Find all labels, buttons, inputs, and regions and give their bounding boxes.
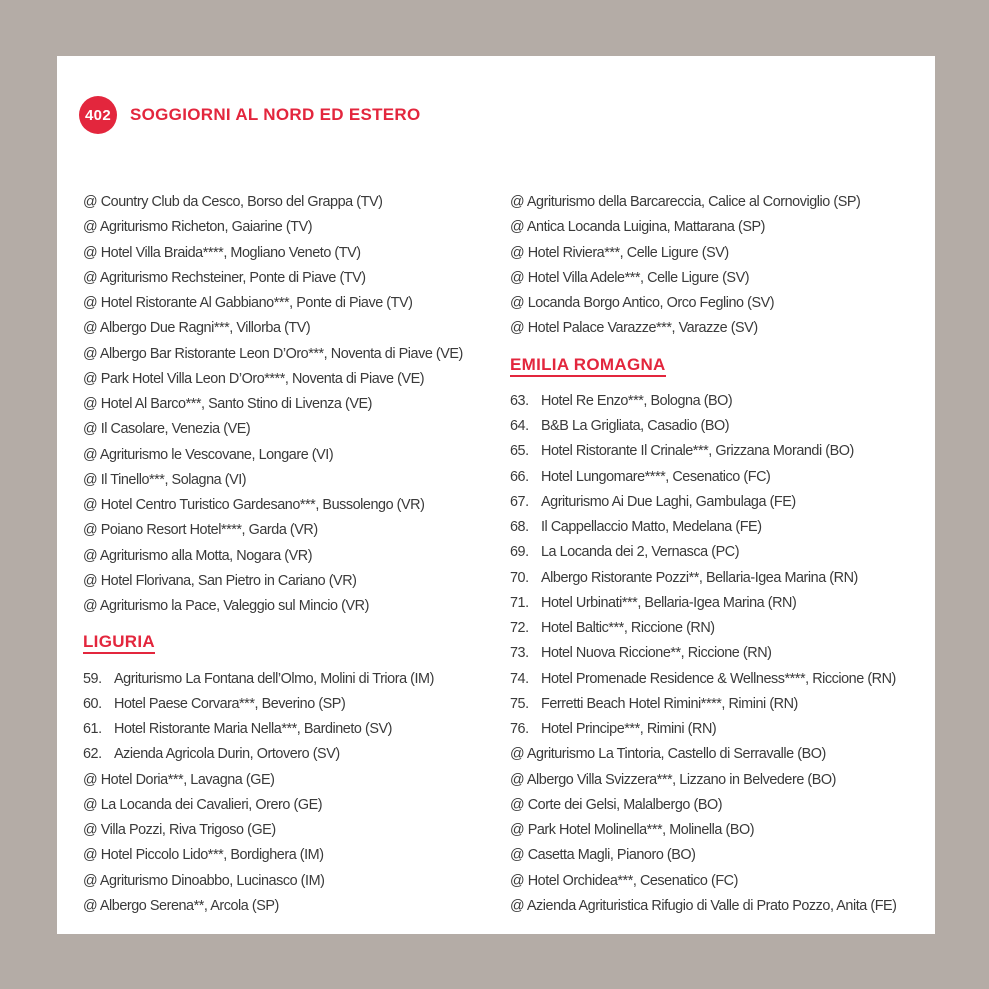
listing-item: @ Albergo Villa Svizzera***, Lizzano in Belvedere (BO) — [510, 771, 836, 788]
listing-item: @ Hotel Doria***, Lavagna (GE) — [83, 771, 275, 788]
listing-number: 67. — [510, 493, 529, 510]
numbered-listing-item — [83, 692, 493, 717]
listing-item: @ Il Tinello***, Solagna (VI) — [83, 471, 247, 488]
listing-group — [83, 768, 493, 920]
listing-text: Hotel Paese Corvara***, Beverino (SP) — [114, 695, 346, 712]
listing-number: 71. — [510, 594, 529, 611]
listing-text: Hotel Ristorante Maria Nella***, Bardineto (SV) — [114, 721, 392, 737]
listing-number: 66. — [510, 468, 529, 485]
listing-group — [510, 742, 925, 919]
numbered-listing-item — [510, 591, 925, 616]
listing-item: @ Agriturismo alla Motta, Nogara (VR) — [83, 547, 313, 564]
section-header-title: SOGGIORNI AL NORD ED ESTERO — [130, 105, 421, 124]
listing-number: 60. — [83, 695, 102, 712]
listing-number: 59. — [83, 670, 102, 687]
listing-item: @ Hotel Al Barco***, Santo Stino di Livenza (VE) — [83, 396, 372, 412]
listing-number: 62. — [83, 746, 102, 763]
listing-item: @ Locanda Borgo Antico, Orco Feglino (SV) — [510, 295, 775, 311]
region-heading-emilia-romagna — [510, 352, 925, 377]
listing-text: Agriturismo Ai Due Laghi, Gambulaga (FE) — [541, 493, 796, 510]
listing-item: @ Albergo Bar Ristorante Leon D’Oro***, Noventa di Piave (VE) — [83, 345, 463, 362]
listing-number: 76. — [510, 721, 529, 737]
listing-text: Hotel Promenade Residence & Wellness****, Riccione (RN) — [541, 670, 896, 687]
listing-item: @ Park Hotel Villa Leon D’Oro****, Noventa di Piave (VE) — [83, 370, 425, 387]
listing-text: Hotel Lungomare****, Cesenatico (FC) — [541, 468, 771, 485]
numbered-listing-item — [510, 414, 925, 439]
page — [57, 56, 935, 934]
numbered-listing-group — [510, 389, 925, 743]
numbered-listing-item — [510, 515, 925, 540]
listing-item: @ Hotel Ristorante Al Gabbiano***, Ponte di Piave (TV) — [83, 295, 413, 311]
listing-text: Hotel Baltic***, Riccione (RN) — [541, 620, 715, 636]
listing-item: @ La Locanda dei Cavalieri, Orero (GE) — [83, 796, 323, 813]
listing-item: @ Country Club da Cesco, Borso del Grappa (TV) — [83, 194, 383, 210]
listing-item: @ Hotel Villa Adele***, Celle Ligure (SV) — [510, 269, 750, 286]
listing-number: 73. — [510, 645, 529, 662]
listing-item: @ Il Casolare, Venezia (VE) — [83, 421, 251, 438]
listing-item: @ Hotel Orchidea***, Cesenatico (FC) — [510, 872, 738, 889]
numbered-listing-item — [510, 490, 925, 515]
listing-number: 63. — [510, 392, 529, 409]
numbered-listing-item — [510, 641, 925, 666]
listing-item: @ Park Hotel Molinella***, Molinella (BO) — [510, 822, 755, 838]
numbered-listing-item — [510, 439, 925, 464]
listing-text: La Locanda dei 2, Vernasca (PC) — [541, 544, 740, 561]
listing-item: @ Hotel Centro Turistico Gardesano***, Bussolengo (VR) — [83, 497, 425, 513]
listing-item: @ Hotel Riviera***, Celle Ligure (SV) — [510, 244, 729, 261]
listing-text: Albergo Ristorante Pozzi**, Bellaria-Igea Marina (RN) — [541, 569, 858, 586]
listing-item: @ Azienda Agrituristica Rifugio di Valle di Prato Pozzo, Anita (FE) — [510, 897, 897, 914]
numbered-listing-item — [83, 667, 493, 692]
listing-group — [83, 190, 493, 619]
listing-text: Hotel Nuova Riccione**, Riccione (RN) — [541, 645, 772, 662]
numbered-listing-item — [83, 717, 493, 742]
listing-number: 65. — [510, 443, 529, 460]
numbered-listing-item — [510, 667, 925, 692]
listing-number: 64. — [510, 418, 529, 434]
listing-number: 74. — [510, 670, 529, 687]
listing-number: 70. — [510, 569, 529, 586]
listing-text: Ferretti Beach Hotel Rimini****, Rimini (RN) — [541, 695, 798, 712]
listing-item: @ Corte dei Gelsi, Malalbergo (BO) — [510, 796, 723, 813]
listing-item: @ Casetta Magli, Pianoro (BO) — [510, 847, 696, 864]
region-title: LIGURIA — [83, 632, 155, 654]
listing-text: Agriturismo La Fontana dell’Olmo, Molini di Triora (IM) — [114, 670, 434, 687]
listing-item: @ Hotel Florivana, San Pietro in Cariano (VR) — [83, 572, 357, 589]
listing-item: @ Agriturismo della Barcareccia, Calice al Cornoviglio (SP) — [510, 194, 861, 210]
listing-number: 75. — [510, 695, 529, 712]
numbered-listing-item — [510, 566, 925, 591]
listing-item: @ Albergo Due Ragni***, Villorba (TV) — [83, 320, 311, 337]
left-column — [83, 190, 493, 919]
right-column — [510, 190, 925, 919]
listing-group — [510, 190, 925, 342]
listing-item: @ Hotel Palace Varazze***, Varazze (SV) — [510, 320, 758, 337]
listing-number: 69. — [510, 544, 529, 561]
listing-item: @ Hotel Villa Braida****, Mogliano Veneto (TV) — [83, 244, 361, 261]
listing-text: B&B La Grigliata, Casadio (BO) — [541, 418, 730, 434]
numbered-listing-group — [83, 667, 493, 768]
listing-item: @ Agriturismo Rechsteiner, Ponte di Piave (TV) — [83, 269, 366, 286]
numbered-listing-item — [510, 540, 925, 565]
listing-text: Hotel Ristorante Il Crinale***, Grizzana Morandi (BO) — [541, 443, 854, 460]
region-heading-liguria — [83, 629, 493, 654]
page-header — [79, 96, 421, 134]
listing-item: @ Agriturismo Dinoabbo, Lucinasco (IM) — [83, 872, 325, 889]
numbered-listing-item — [510, 616, 925, 641]
listing-item: @ Antica Locanda Luigina, Mattarana (SP) — [510, 219, 766, 236]
listing-text: Azienda Agricola Durin, Ortovero (SV) — [114, 746, 340, 763]
numbered-listing-item — [510, 389, 925, 414]
listing-text: Hotel Re Enzo***, Bologna (BO) — [541, 392, 733, 409]
listing-number: 72. — [510, 620, 529, 636]
listing-text: Il Cappellaccio Matto, Medelana (FE) — [541, 519, 762, 535]
listing-item: @ Agriturismo La Tintoria, Castello di Serravalle (BO) — [510, 746, 826, 763]
listing-item: @ Agriturismo Richeton, Gaiarine (TV) — [83, 219, 313, 236]
numbered-listing-item — [510, 692, 925, 717]
listing-item: @ Villa Pozzi, Riva Trigoso (GE) — [83, 822, 276, 838]
listing-text: Hotel Principe***, Rimini (RN) — [541, 721, 717, 737]
listing-item: @ Albergo Serena**, Arcola (SP) — [83, 897, 279, 914]
numbered-listing-item — [510, 465, 925, 490]
region-title: EMILIA ROMAGNA — [510, 355, 666, 377]
page-number-badge: 402 — [79, 96, 117, 134]
listing-number: 61. — [83, 721, 102, 737]
numbered-listing-item — [510, 717, 925, 742]
numbered-listing-item — [83, 742, 493, 767]
listing-item: @ Hotel Piccolo Lido***, Bordighera (IM) — [83, 847, 324, 864]
listing-text: Hotel Urbinati***, Bellaria-Igea Marina (RN) — [541, 594, 797, 611]
listing-item: @ Agriturismo le Vescovane, Longare (VI) — [83, 446, 334, 463]
listing-item: @ Poiano Resort Hotel****, Garda (VR) — [83, 522, 318, 539]
listing-item: @ Agriturismo la Pace, Valeggio sul Mincio (VR) — [83, 598, 369, 614]
listing-number: 68. — [510, 519, 529, 535]
